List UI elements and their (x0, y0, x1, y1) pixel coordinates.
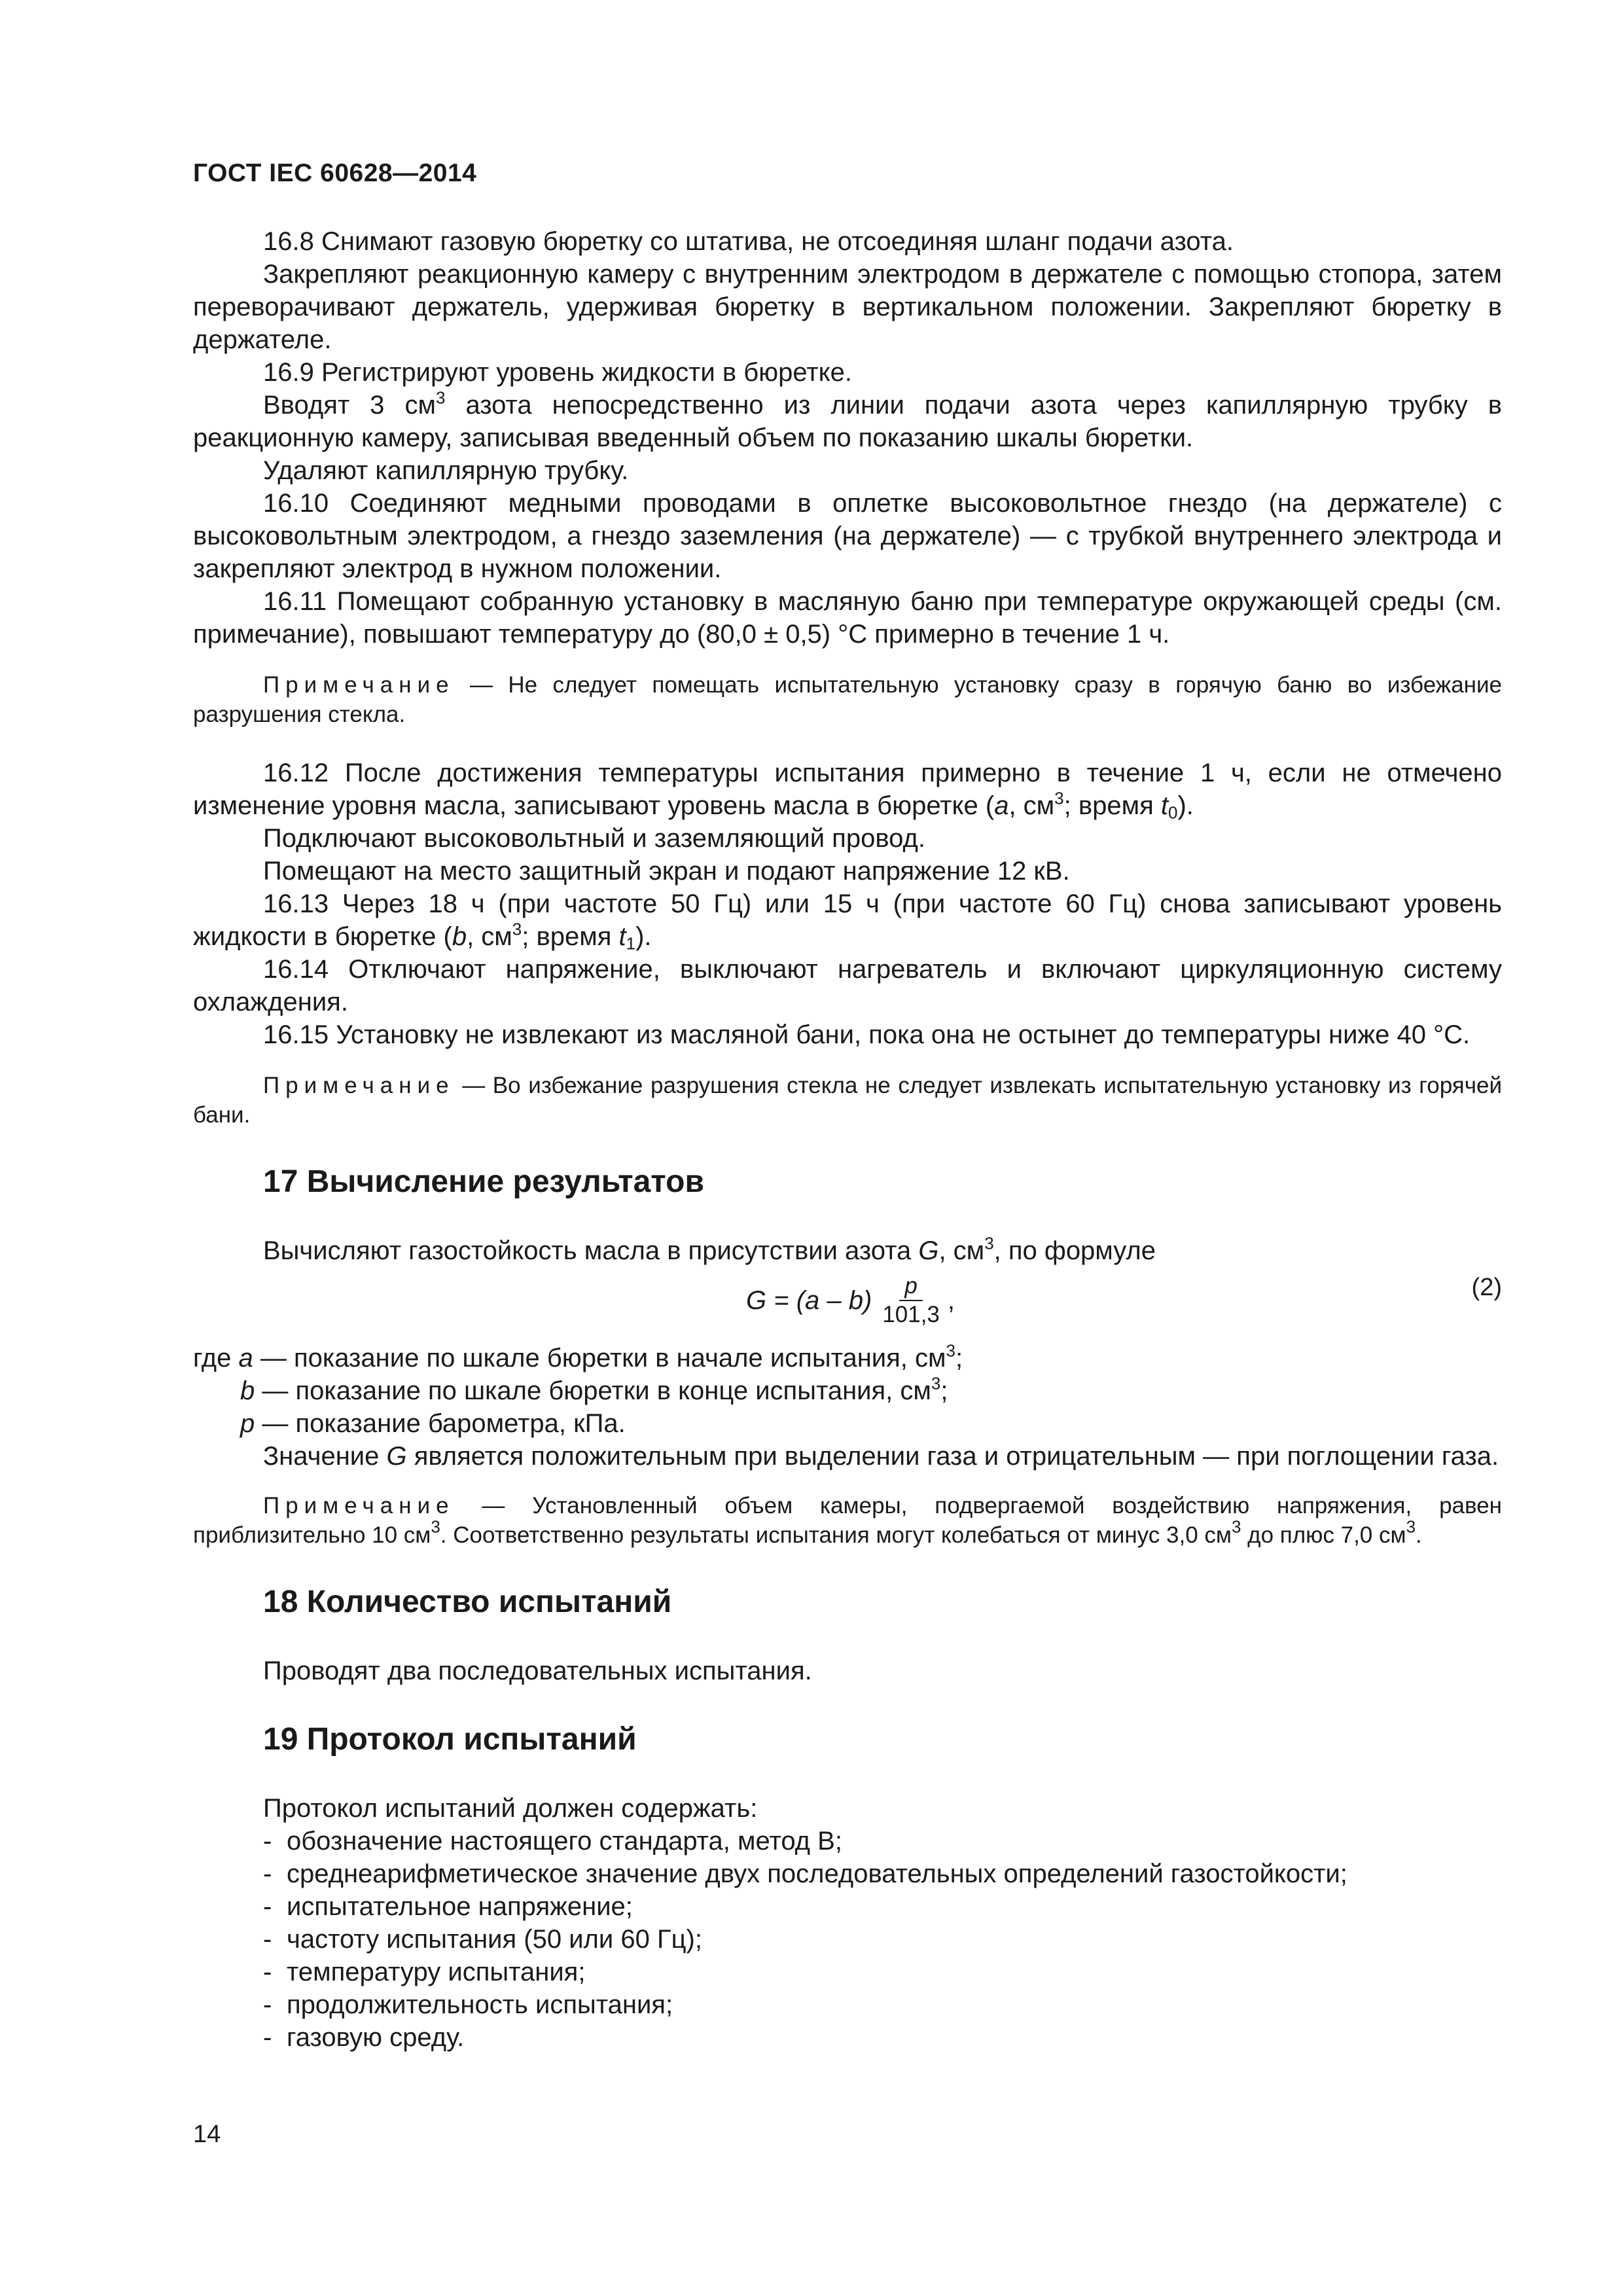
document-body (193, 225, 1502, 2054)
clause-16-10: 16.10 Соединяют медными проводами в оплетке высоковольтное гнездо (на держателе) с высоковольтным электродом, а гнездо заземления (на держателе) — с трубкой внутреннего электрода и закрепляют электрод в нужном положении. (193, 489, 1502, 583)
variable-definitions (193, 1342, 1502, 1440)
clause-16-8-text: Закрепляют реакционную камеру с внутренним электродом в держателе с помощью стопора, затем переворачивают держатель, удерживая бюретку в вертикальном положении. Закрепляют бюретку в держателе. (193, 260, 1502, 354)
clause-16-14: 16.14 Отключают напряжение, выключают нагреватель и включают циркуляционную систему охлаждения. (193, 955, 1502, 1016)
clause-16-12-voltage: Помещают на место защитный экран и подают напряжение 12 кВ. (263, 857, 1070, 886)
list-item: - температуру испытания; (193, 1956, 1502, 1988)
clause-16-12-connect: Подключают высоковольтный и заземляющий провод. (263, 824, 925, 853)
clause-16-9-text: Вводят 3 $см^3$ азота непосредственно из линии подачи азота через капиллярную трубку в реакционную камеру, записывая введенный объем по показанию шкалы бюретки. (193, 387, 1503, 452)
equation-number: (2) (1471, 1274, 1502, 1301)
formula (746, 1272, 955, 1329)
standard-header: ГОСТ IEC 60628—2014 (193, 159, 477, 187)
clause-16-8: 16.8 Снимают газовую бюретку со штатива, не отсоединяя шланг подачи азота. (263, 227, 1234, 256)
page-number: 14 (193, 2121, 221, 2148)
list-item: - продолжительность испытания; (193, 1988, 1502, 2021)
def-a: где a — показание по шкале бюретки в начале испытания, $см^3$; (193, 1340, 963, 1372)
section-18-text: Проводят два последовательных испытания. (263, 1657, 812, 1685)
section-17-title: 17 Вычисление результатов (263, 1164, 704, 1199)
clause-16-12: 16.12 После достижения температуры испытания примерно в течение 1 ч, если не отмечено изменение уровня масла, записывают уровень масла в бюретке (а, $см^3$; время $t_0$). (193, 759, 1502, 823)
note-2: Примечание — Во избежание разрушения стекла не следует извлекать испытательную установку из горячей бани. (193, 1073, 1502, 1128)
formula-fraction (877, 1272, 945, 1329)
clause-16-13: 16.13 Через 18 ч (при частоте 50 Гц) или 15 ч (при частоте 60 Гц) снова записывают уровень жидкости в бюретке (b, $см^3$; время $t_1$). (193, 889, 1502, 954)
def-b: b — показание по шкале бюретки в конце испытания, $см^3$; (240, 1373, 948, 1405)
value-g-text: Значение G является положительным при выделении газа и отрицательным — при поглощении газа. (263, 1442, 1499, 1471)
list-item: - частоту испытания (50 или 60 Гц); (193, 1923, 1502, 1956)
note-3: Примечание — Установленный объем камеры, подвергаемой воздействию напряжения, равен приблизительно 10 $см^3$. Соответственно результаты испытания могут колебаться от минус 3,0 $см^3$ до плюс 7,0 $см^3$. (193, 1493, 1502, 1548)
list-item: - газовую среду. (193, 2021, 1502, 2054)
list-item: - среднеарифметическое значение двух последовательных определений газостойкости; (193, 1857, 1502, 1890)
section-17-intro: Вычисляют газостойкость масла в присутствии азота G, $см^3$, по формуле (263, 1233, 1156, 1265)
formula-tail: , (947, 1286, 955, 1315)
protocol-list (193, 1825, 1502, 2054)
section-18-title: 18 Количество испытаний (263, 1585, 672, 1619)
formula-denominator: 101,3 (882, 1302, 940, 1327)
section-19-title: 19 Протокол испытаний (263, 1722, 637, 1757)
section-19-intro: Протокол испытаний должен содержать: (263, 1794, 758, 1823)
note-1: Примечание — Не следует помещать испытательную установку сразу в горячую баню во избежание разрушения стекла. (193, 672, 1502, 727)
clause-16-15: 16.15 Установку не извлекают из масляной бани, пока она не остынет до температуры ниже 40 °С. (263, 1020, 1471, 1049)
formula-numerator: p (899, 1272, 922, 1301)
clause-16-9: 16.9 Регистрируют уровень жидкости в бюретке. (263, 358, 852, 387)
def-p: p — показание барометра, кПа. (240, 1409, 626, 1438)
clause-16-9-remove: Удаляют капиллярную трубку. (263, 456, 629, 485)
clause-16-11: 16.11 Помещают собранную установку в масляную баню при температуре окружающей среды (см. примечание), повышают температуру до (80,0 ± 0,5) °С примерно в течение 1 ч. (193, 587, 1502, 649)
formula-row (193, 1271, 1502, 1342)
list-item: - испытательное напряжение; (193, 1890, 1502, 1923)
list-item: - обозначение настоящего стандарта, метод B; (193, 1825, 1502, 1857)
formula-lhs: G = (a – b) (746, 1286, 872, 1315)
